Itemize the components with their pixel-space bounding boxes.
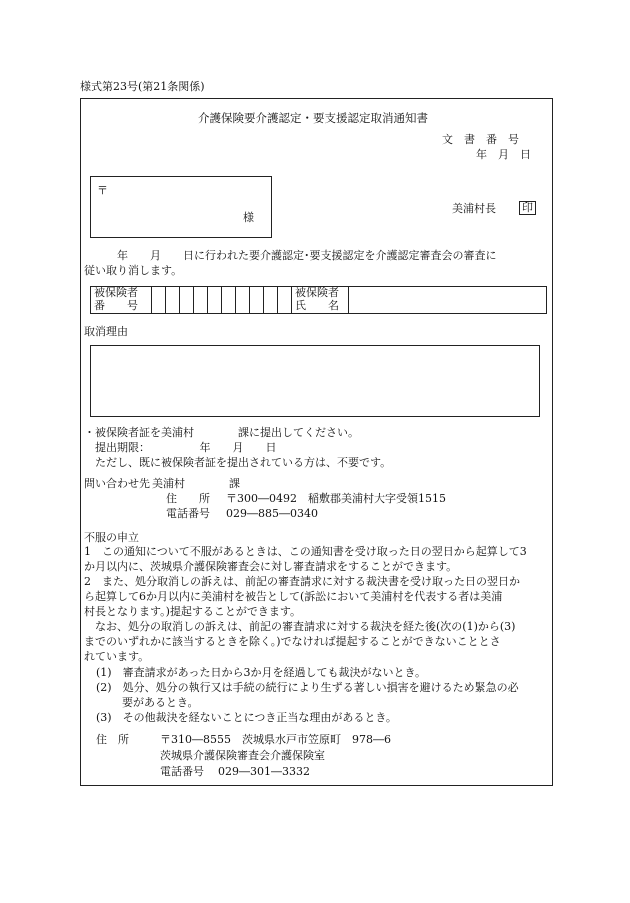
insured-name-field[interactable] bbox=[349, 287, 547, 314]
instruction-line-3: ただし、既に被保険者証を提出されている方は、不要です。 bbox=[84, 456, 392, 469]
insured-number-digit[interactable] bbox=[236, 287, 250, 314]
appeal-p3-line-2: までのいずれかに該当するときを除く。)でなければ提起することができないこととさ bbox=[84, 635, 501, 648]
appeal-office-phone-label: 電話番号 bbox=[160, 765, 204, 778]
appeal-office-phone: 029―301―3332 bbox=[218, 765, 310, 778]
contact-label: 問い合わせ先 bbox=[84, 477, 150, 490]
insured-number-digit[interactable] bbox=[250, 287, 264, 314]
appeal-item-2-line-1: (2) 処分、処分の執行又は手続の続行により生ずる著しい損害を避けるため緊急の必 bbox=[96, 681, 519, 694]
insured-id-table bbox=[90, 286, 547, 314]
appeal-item-2-line-2: 要があるとき。 bbox=[122, 696, 199, 709]
appeal-p2-line-1: 2 また、処分取消しの訴えは、前記の審査請求に対する裁決書を受け取った日の翌日か bbox=[84, 575, 520, 588]
contact-dept: 美浦村 課 bbox=[152, 477, 240, 490]
appeal-p2-line-2: ら起算して6か月以内に美浦村を被告として(訴訟において美浦村を代表する者は美浦 bbox=[84, 590, 503, 603]
contact-address: 〒300―0492 稲敷郡美浦村大字受領1515 bbox=[226, 492, 446, 505]
insured-number-label bbox=[91, 287, 152, 314]
sender-name: 美浦村長 bbox=[452, 202, 496, 215]
appeal-office-name: 茨城県介護保険審査会介護保険室 bbox=[160, 749, 325, 762]
appeal-item-3: (3) その他裁決を経ないことにつき正当な理由があるとき。 bbox=[96, 711, 397, 724]
appeal-item-1: (1) 審査請求があった日から3か月を経過しても裁決がないとき。 bbox=[96, 666, 427, 679]
appeal-office-label: 住 所 bbox=[96, 733, 129, 746]
insured-name-label-line1: 被保険者 bbox=[295, 286, 339, 300]
insured-number-digit[interactable] bbox=[180, 287, 194, 314]
seal-mark bbox=[519, 201, 536, 215]
instruction-line-2: 提出期限： 年 月 日 bbox=[84, 441, 277, 454]
reason-label: 取消理由 bbox=[84, 325, 128, 338]
contact-phone: 029―885―0340 bbox=[226, 507, 318, 520]
document-title: 介護保険要介護認定・要支援認定取消通知書 bbox=[198, 111, 428, 125]
contact-address-label: 住 所 bbox=[166, 492, 210, 505]
appeal-heading: 不服の申立 bbox=[84, 531, 139, 544]
insured-number-digit[interactable] bbox=[194, 287, 208, 314]
insured-number-label-line2: 番 号 bbox=[94, 299, 138, 312]
body-line-1: 年 月 日に行われた要介護認定･要支援認定を介護認定審査会の審査に bbox=[84, 249, 497, 262]
document-number-label: 文 書 番 号 bbox=[442, 133, 519, 146]
insured-name-label-line2: 氏 名 bbox=[295, 299, 339, 312]
recipient-address-box bbox=[90, 176, 272, 238]
instruction-line-1: ・被保険者証を美浦村 課に提出してください。 bbox=[84, 426, 359, 439]
appeal-p1-line-1: 1 この通知について不服があるときは、この通知書を受け取った日の翌日から起算して3 bbox=[84, 545, 527, 558]
appeal-p3-line-1: なお、処分の取消しの訴えは、前記の審査請求に対する裁決を経た後(次の(1)から(3) bbox=[84, 620, 516, 633]
insured-number-digit[interactable] bbox=[264, 287, 278, 314]
appeal-p2-line-3: 村長となります。)提起することができます。 bbox=[84, 605, 302, 618]
reason-box[interactable] bbox=[90, 345, 540, 417]
insured-number-digit[interactable] bbox=[152, 287, 166, 314]
document-date-label: 年 月 日 bbox=[476, 148, 531, 161]
insured-number-digit[interactable] bbox=[208, 287, 222, 314]
form-id: 様式第23号(第21条関係) bbox=[80, 80, 205, 93]
appeal-p1-line-2: か月以内に、茨城県介護保険審査会に対し審査請求をすることができます。 bbox=[84, 560, 458, 573]
contact-phone-label: 電話番号 bbox=[166, 507, 210, 520]
insured-number-digit[interactable] bbox=[166, 287, 180, 314]
insured-number-label-line1: 被保険者 bbox=[94, 286, 138, 300]
insured-number-digit[interactable] bbox=[222, 287, 236, 314]
insured-name-label bbox=[292, 287, 349, 314]
body-line-2: 従い取り消します。 bbox=[84, 264, 183, 277]
appeal-office-address: 〒310―8555 茨城県水戸市笠原町 978―6 bbox=[160, 733, 391, 746]
postal-mark: 〒 bbox=[97, 184, 108, 197]
insured-number-digit[interactable] bbox=[278, 287, 292, 314]
recipient-suffix: 様 bbox=[243, 211, 254, 224]
appeal-p3-line-3: れています。 bbox=[84, 650, 150, 663]
seal-text: 印 bbox=[519, 201, 536, 215]
